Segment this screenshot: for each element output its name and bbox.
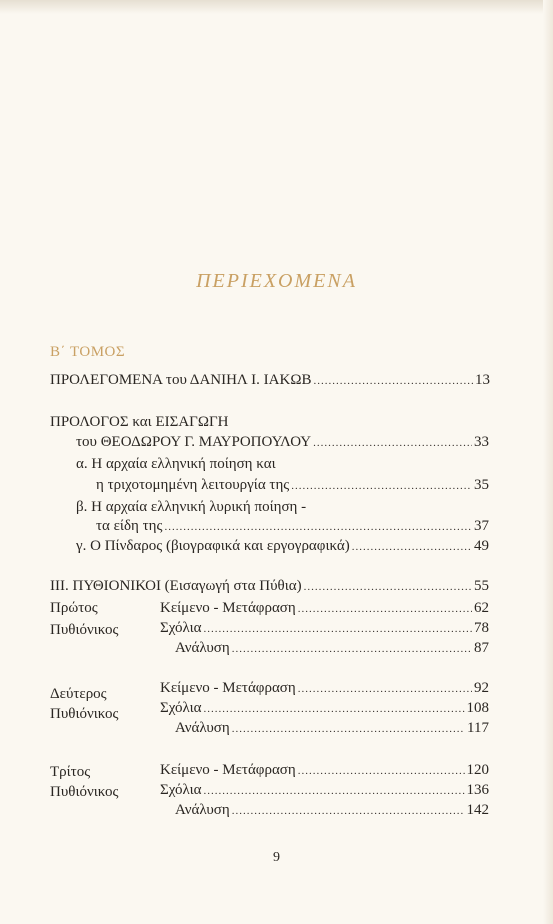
ode-item bbox=[175, 640, 489, 657]
toc-leader-dots bbox=[298, 765, 465, 777]
ode-item-label: Σχόλια bbox=[160, 700, 202, 716]
toc-leader-dots bbox=[232, 723, 465, 735]
ode-item-page: 108 bbox=[466, 700, 489, 716]
toc-entry-page: 35 bbox=[474, 477, 489, 493]
toc-leader-dots bbox=[164, 521, 472, 533]
toc-entry-a-line1: α. Η αρχαία ελληνική ποίηση και bbox=[76, 456, 276, 472]
ode-item bbox=[160, 680, 489, 697]
toc-leader-dots bbox=[232, 805, 465, 817]
toc-entry-a bbox=[96, 477, 489, 494]
ode-item-page: 87 bbox=[474, 640, 489, 656]
ode-item-page: 62 bbox=[474, 600, 489, 616]
ode-item bbox=[175, 802, 489, 819]
toc-leader-dots bbox=[204, 703, 465, 715]
ode-item bbox=[160, 620, 489, 637]
ode-item-label: Κείμενο - Μετάφραση bbox=[160, 680, 296, 696]
toc-leader-dots bbox=[352, 541, 472, 553]
ode-item-label: Ανάλυση bbox=[175, 802, 230, 818]
ode-item bbox=[160, 600, 489, 617]
toc-leader-dots bbox=[232, 643, 472, 655]
page-top-shadow bbox=[0, 0, 553, 14]
ode-item bbox=[160, 762, 489, 779]
volume-heading: Β΄ ΤΟΜΟΣ bbox=[50, 344, 126, 360]
ode-item-page: 78 bbox=[474, 620, 489, 636]
toc-leader-dots bbox=[313, 375, 473, 387]
toc-leader-dots bbox=[298, 603, 472, 615]
toc-entry-page: 13 bbox=[475, 372, 490, 388]
toc-entry-g bbox=[76, 538, 489, 555]
ode-item bbox=[160, 700, 489, 717]
toc-entry-prologos bbox=[76, 434, 489, 451]
ode-item-page: 92 bbox=[474, 680, 489, 696]
ode-item-label: Σχόλια bbox=[160, 620, 202, 636]
toc-entry-prolegomena bbox=[50, 372, 490, 389]
ode-item-label: Ανάλυση bbox=[175, 720, 230, 736]
ode-item-page: 120 bbox=[466, 762, 489, 778]
toc-entry-label: ΠΡΟΛΕΓΟΜΕΝΑ του ΔΑΝΙΗΛ Ι. ΙΑΚΩΒ bbox=[50, 372, 312, 388]
toc-entry-pythionikoi bbox=[50, 578, 489, 595]
ode-item bbox=[175, 720, 489, 737]
toc-entry-label: γ. Ο Πίνδαρος (βιογραφικά και εργογραφικά) bbox=[76, 538, 350, 554]
toc-leader-dots bbox=[298, 683, 472, 695]
ode-name-line2: Πυθιόνικος bbox=[50, 784, 119, 800]
toc-leader-dots bbox=[313, 437, 472, 449]
ode-name-line1: Πρώτος bbox=[50, 600, 98, 616]
toc-entry-label: η τριχοτομημένη λειτουργία της bbox=[96, 477, 290, 493]
ode-item-page: 117 bbox=[467, 720, 489, 736]
ode-name-line1: Δεύτερος bbox=[50, 686, 107, 702]
ode-name-line2: Πυθιόνικος bbox=[50, 706, 119, 722]
ode-item-label: Κείμενο - Μετάφραση bbox=[160, 762, 296, 778]
ode-name-line1: Τρίτος bbox=[50, 764, 91, 780]
page-number: 9 bbox=[273, 850, 280, 865]
ode-item-label: Ανάλυση bbox=[175, 640, 230, 656]
toc-leader-dots bbox=[291, 480, 472, 492]
toc-entry-label: τα είδη της bbox=[96, 518, 163, 534]
toc-entry-page: 33 bbox=[474, 434, 489, 450]
toc-leader-dots bbox=[304, 581, 472, 593]
ode-item-label: Σχόλια bbox=[160, 782, 202, 798]
toc-entry-page: 49 bbox=[474, 538, 489, 554]
toc-entry-b-line1: β. Η αρχαία ελληνική λυρική ποίηση - bbox=[76, 499, 307, 515]
toc-entry-page: 55 bbox=[474, 578, 489, 594]
ode-item-label: Κείμενο - Μετάφραση bbox=[160, 600, 296, 616]
toc-entry-label: του ΘΕΟΔΩΡΟΥ Γ. ΜΑΥΡΟΠΟΥΛΟΥ bbox=[76, 434, 312, 450]
toc-entry-page: 37 bbox=[474, 518, 489, 534]
toc-leader-dots bbox=[204, 623, 472, 635]
toc-leader-dots bbox=[204, 785, 465, 797]
page-title: ΠΕΡΙΕΧΟΜΕΝΑ bbox=[196, 270, 357, 292]
ode-item-page: 136 bbox=[466, 782, 489, 798]
toc-entry-b bbox=[96, 518, 489, 535]
ode-item bbox=[160, 782, 489, 799]
ode-item-page: 142 bbox=[466, 802, 489, 818]
toc-entry-prologos-line1: ΠΡΟΛΟΓΟΣ και ΕΙΣΑΓΩΓΗ bbox=[50, 414, 229, 430]
ode-name-line2: Πυθιόνικος bbox=[50, 622, 119, 638]
toc-entry-label: ΙΙΙ. ΠΥΘΙΟΝΙΚΟΙ (Εισαγωγή στα Πύθια) bbox=[50, 578, 302, 594]
page-right-shadow bbox=[543, 0, 553, 924]
